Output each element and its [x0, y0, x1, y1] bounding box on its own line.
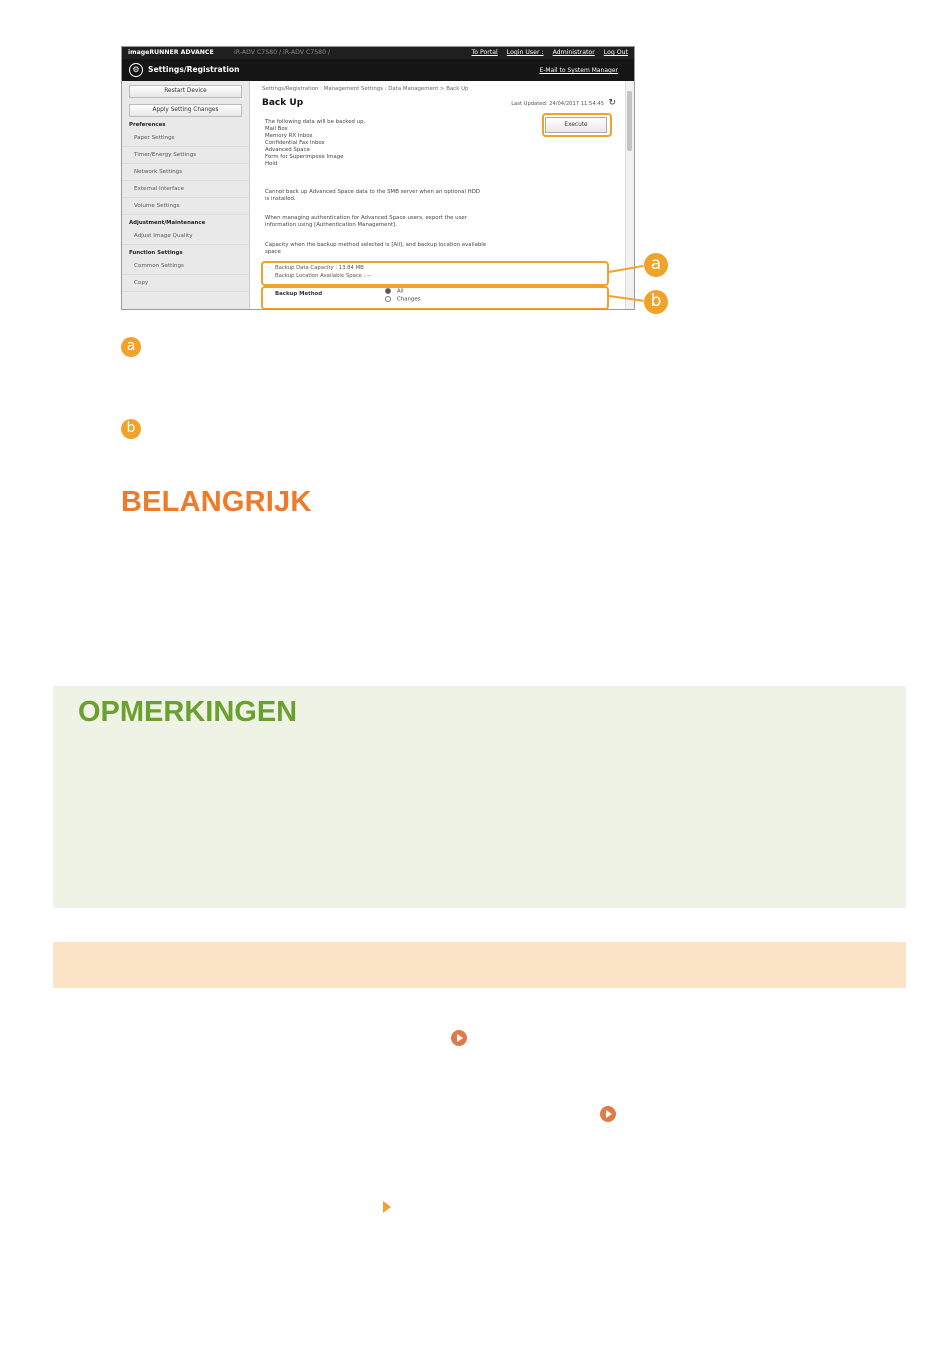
authentication-note	[265, 215, 467, 229]
backup-data-capacity: Backup Data Capacity : 13.84 MB	[275, 265, 364, 271]
backed-up-item: Confidential Fax Inbox	[265, 140, 325, 146]
advanced-space-note-line: Cannot back up Advanced Space data to the SMB server when an optional HDD	[265, 189, 481, 195]
advanced-space-note-line: is installed.	[265, 196, 296, 202]
backed-up-list	[265, 119, 365, 168]
function-settings-heading: Function Settings	[129, 250, 183, 256]
backup-method-highlight	[261, 286, 609, 310]
breadcrumb: Settings/Registration : Management Settings : Data Management > Back Up	[262, 86, 469, 92]
sidebar-item-adjust-image-quality[interactable]: Adjust Image Quality	[122, 228, 249, 245]
backed-up-item: Memory RX Inbox	[265, 133, 313, 139]
administrator-label: Administrator	[552, 49, 595, 56]
last-updated: Last Updated: 24/04/2017 11:54:45	[511, 101, 604, 107]
main-scrollbar[interactable]	[625, 81, 634, 309]
restart-device-button[interactable]: Restart Device	[129, 85, 242, 98]
backup-method-label: Backup Method	[275, 291, 323, 297]
backup-main-panel	[262, 81, 624, 309]
backup-screenshot	[121, 46, 635, 310]
legend-marker-b: b	[121, 419, 141, 439]
triangle-arrow-icon[interactable]	[383, 1201, 391, 1213]
capacity-note	[265, 242, 486, 256]
backup-method-option-changes[interactable]	[385, 296, 420, 303]
link-arrow-icon[interactable]	[451, 1030, 467, 1046]
advanced-space-note	[265, 189, 480, 203]
backed-up-item: Hold	[265, 161, 278, 167]
email-system-manager-link[interactable]: E-Mail to System Manager	[539, 67, 618, 74]
to-portal-link[interactable]: To Portal	[471, 49, 498, 56]
scrollbar-thumb[interactable]	[627, 91, 632, 151]
notes-heading: OPMERKINGEN	[78, 696, 298, 728]
sidebar-item-network[interactable]: Network Settings	[122, 164, 249, 181]
sidebar-item-copy[interactable]: Copy	[122, 275, 249, 292]
option-label: All	[397, 288, 404, 295]
execute-button[interactable]: Execute	[545, 117, 607, 133]
top-links	[471, 47, 628, 59]
settings-title: Settings/Registration	[148, 65, 240, 74]
radio-selected-icon[interactable]	[385, 288, 391, 294]
log-out-link[interactable]: Log Out	[603, 49, 628, 56]
remote-ui-topbar	[122, 47, 634, 59]
sidebar-item-timer-energy[interactable]: Timer/Energy Settings	[122, 147, 249, 164]
callout-bubble-b: b	[644, 290, 668, 314]
notes-box	[53, 686, 906, 908]
backed-up-item: Advanced Space	[265, 147, 310, 153]
device-name: iR-ADV C7580 / iR-ADV C7580 /	[234, 49, 331, 56]
apply-setting-changes-button[interactable]: Apply Setting Changes	[129, 104, 242, 117]
backed-up-intro: The following data will be backed up.	[265, 119, 366, 125]
authentication-note-line: information using [Authentication Management].	[265, 222, 397, 228]
capacity-highlight	[261, 261, 609, 286]
sidebar-item-external-interface[interactable]: External Interface	[122, 181, 249, 198]
capacity-note-line: space	[265, 249, 281, 255]
option-label: Changes	[397, 296, 421, 303]
link-arrow-icon[interactable]	[600, 1106, 616, 1122]
callout-bubble-a: a	[644, 253, 668, 277]
sidebar-item-paper-settings[interactable]: Paper Settings	[122, 130, 249, 147]
refresh-icon[interactable]: ↻	[608, 98, 616, 108]
important-heading: BELANGRIJK	[121, 486, 312, 518]
authentication-note-line: When managing authentication for Advanced Space users, export the user	[265, 215, 467, 221]
product-name: imageRUNNER ADVANCE	[128, 49, 214, 56]
login-user-label: Login User :	[506, 49, 544, 56]
sidebar-item-volume[interactable]: Volume Settings	[122, 198, 249, 215]
radio-unselected-icon[interactable]	[385, 296, 391, 302]
backup-location-space: Backup Location Available Space : --	[275, 273, 371, 279]
settings-titlebar	[122, 59, 634, 81]
section-bar	[53, 942, 906, 988]
settings-gear-icon: ⚙	[129, 63, 143, 77]
preferences-heading: Preferences	[129, 122, 166, 128]
backup-method-option-all[interactable]	[385, 288, 404, 295]
capacity-note-line: Capacity when the backup method selected is [All], and backup location available	[265, 242, 487, 248]
adjustment-heading: Adjustment/Maintenance	[129, 220, 206, 226]
backed-up-item: Form for Superimpose Image	[265, 154, 344, 160]
settings-sidebar	[122, 81, 250, 309]
page-title: Back Up	[262, 98, 304, 108]
backed-up-item: Mail Box	[265, 126, 288, 132]
legend-marker-a: a	[121, 337, 141, 357]
sidebar-item-common-settings[interactable]: Common Settings	[122, 258, 249, 275]
